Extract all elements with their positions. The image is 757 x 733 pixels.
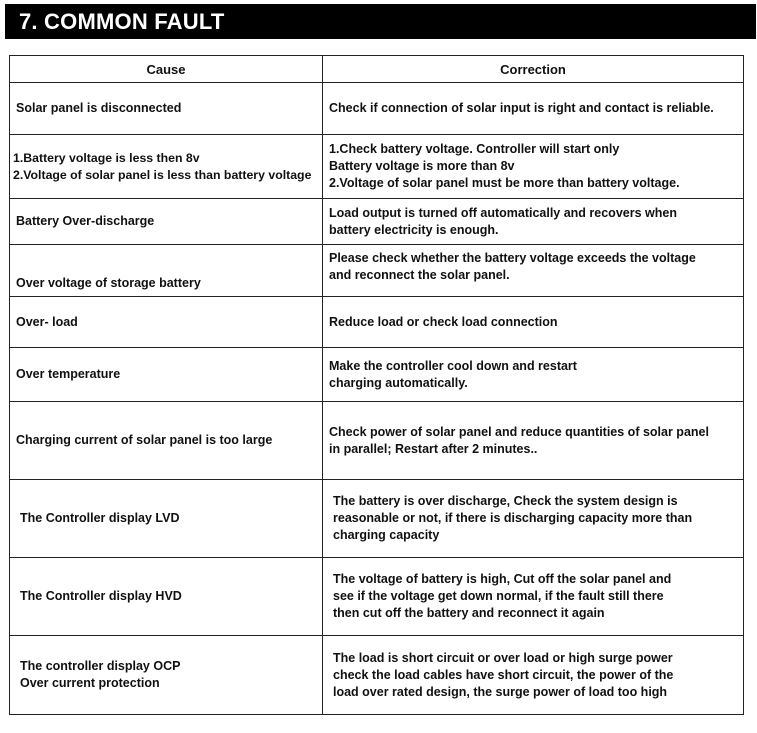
table-row: [10, 297, 744, 348]
table-row: [10, 558, 744, 636]
correction-cell: Check if connection of solar input is right and contact is reliable.: [323, 83, 744, 135]
cause-cell: The controller display OCP Over current protection: [10, 636, 323, 715]
table-header-row: [10, 56, 744, 83]
cause-cell: Over temperature: [10, 348, 323, 402]
section-title-banner: [5, 4, 756, 39]
correction-cell: Reduce load or check load connection: [323, 297, 744, 348]
table-row: [10, 83, 744, 135]
correction-cell: The voltage of battery is high, Cut off the solar panel and see if the voltage get down normal, if the fault still there then cut off the battery and reconnect it again: [323, 558, 744, 636]
cause-cell: Battery Over-discharge: [10, 199, 323, 245]
correction-cell: The load is short circuit or over load or high surge power check the load cables have short circuit, the power of the load over rated design, the surge power of load too high: [323, 636, 744, 715]
correction-header: Correction: [323, 56, 744, 83]
section-title: 7. COMMON FAULT: [19, 9, 225, 34]
cause-cell: 1.Battery voltage is less then 8v 2.Voltage of solar panel is less than battery voltage: [10, 135, 323, 199]
table-row: [10, 245, 744, 297]
cause-cell: The Controller display LVD: [10, 480, 323, 558]
correction-cell: Please check whether the battery voltage exceeds the voltage and reconnect the solar panel.: [323, 245, 744, 297]
table-row: [10, 199, 744, 245]
correction-cell: Load output is turned off automatically and recovers when battery electricity is enough.: [323, 199, 744, 245]
table-row: [10, 135, 744, 199]
correction-cell: The battery is over discharge, Check the system design is reasonable or not, if there is discharging capacity more than charging capacity: [323, 480, 744, 558]
cause-cell: The Controller display HVD: [10, 558, 323, 636]
cause-cell: Over- load: [10, 297, 323, 348]
cause-cell: Charging current of solar panel is too large: [10, 402, 323, 480]
correction-cell: Check power of solar panel and reduce quantities of solar panel in parallel; Restart after 2 minutes..: [323, 402, 744, 480]
cause-cell: Solar panel is disconnected: [10, 83, 323, 135]
common-fault-table: [9, 55, 744, 715]
table-row: [10, 480, 744, 558]
correction-cell: 1.Check battery voltage. Controller will start only Battery voltage is more than 8v 2.Voltage of solar panel must be more than battery voltage.: [323, 135, 744, 199]
table-row: [10, 348, 744, 402]
cause-header: Cause: [10, 56, 323, 83]
correction-cell: Make the controller cool down and restart charging automatically.: [323, 348, 744, 402]
cause-cell: Over voltage of storage battery: [10, 245, 323, 297]
table-row: [10, 636, 744, 715]
table-row: [10, 402, 744, 480]
